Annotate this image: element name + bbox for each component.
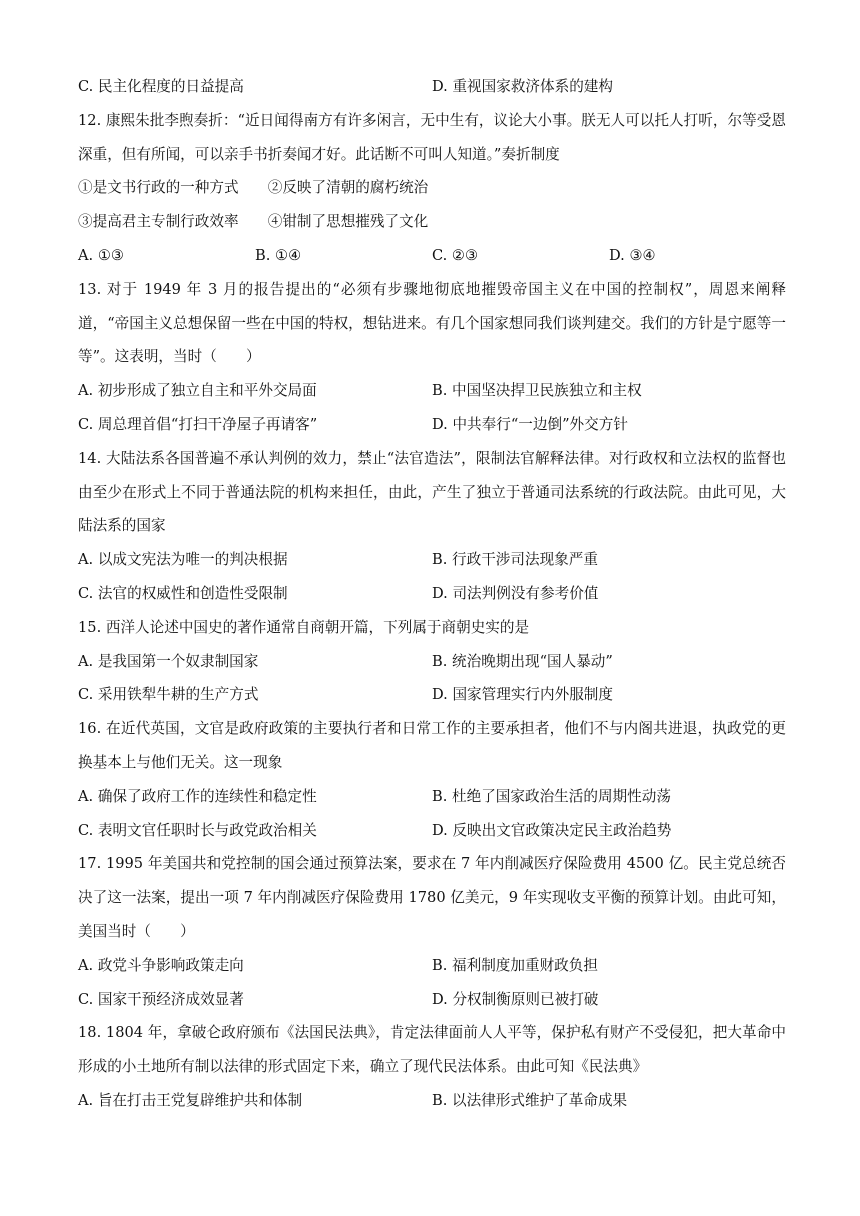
q14-options-cd: [78, 577, 786, 611]
q12-option-d[interactable]: D. ③④: [609, 246, 656, 264]
q15-options-cd: [78, 678, 786, 712]
q15-option-a[interactable]: A. 是我国第一个奴隶制国家: [78, 652, 259, 670]
q17-option-a[interactable]: A. 政党斗争影响政策走向: [78, 956, 244, 974]
q15-option-b[interactable]: B. 统治晚期出现“国人暴动”: [432, 652, 613, 670]
q18-option-a[interactable]: A. 旨在打击王党复辟维护共和体制: [78, 1091, 303, 1109]
q13-options-cd: [78, 408, 786, 442]
q16-stem: 16. 在近代英国，文官是政府政策的主要执行者和日常工作的主要承担者，他们不与内阁共进退，执政党的更换基本上与他们无关。这一现象: [78, 720, 786, 771]
q16-options-ab: [78, 780, 786, 814]
q11-options: [78, 70, 786, 104]
exam-page: [78, 70, 786, 1118]
q11-option-c[interactable]: C. 民主化程度的日益提高: [78, 78, 244, 95]
q14-option-d[interactable]: D. 司法判例没有参考价值: [432, 584, 599, 602]
q13-option-c[interactable]: C. 周总理首倡“打扫干净屋子再请客”: [78, 415, 318, 433]
q15-stem: 15. 西洋人论述中国史的著作通常自商朝开篇，下列属于商朝史实的是: [78, 618, 530, 636]
q16-options-cd: [78, 814, 786, 848]
q13-options-ab: [78, 374, 786, 408]
q12-stem: 12. 康熙朱批李煦奏折：“近日闻得南方有许多闲言，无中生有，议论大小事。朕无人可以托人打听，尔等受恩深重，但有所闻，可以亲手书折奏闻才好。此话断不可叫人知道。”奏折制度: [78, 111, 786, 163]
q17-option-c[interactable]: C. 国家干预经济成效显著: [78, 990, 244, 1008]
q16-option-a[interactable]: A. 确保了政府工作的连续性和稳定性: [78, 787, 317, 805]
q13-stem: 13. 对于 1949 年 3 月的报告提出的“必须有步骤地彻底地摧毁帝国主义在中国的控制权”，周恩来阐释道，“帝国主义总想保留一些在中国的特权，想钻进来。有几个国家想同我们谈判建交。我们的方针是宁愿等一等”。这表明，当时（ ）: [78, 280, 786, 366]
q12-item-2: ③提高君主专制行政效率 ④钳制了思想摧残了文化: [78, 213, 429, 231]
q18-options-ab: [78, 1084, 786, 1118]
q12-option-c[interactable]: C. ②③: [432, 246, 479, 264]
q17-option-d[interactable]: D. 分权制衡原则已被打破: [432, 990, 599, 1008]
q12-option-b[interactable]: B. ①④: [255, 246, 302, 264]
q16-option-c[interactable]: C. 表明文官任职时长与政党政治相关: [78, 821, 317, 839]
q16-option-d[interactable]: D. 反映出文官政策决定民主政治趋势: [432, 821, 672, 839]
q14-option-c[interactable]: C. 法官的权威性和创造性受限制: [78, 584, 288, 602]
q17-stem: 17. 1995 年美国共和党控制的国会通过预算法案，要求在 7 年内削减医疗保险费用 4500 亿。民主党总统否决了这一法案，提出一项 7 年内削减医疗保险费用 1780 亿美元，9 年实现收支平衡的预算计划。由此可知，美国当时（ ）: [78, 855, 786, 940]
q14-option-a[interactable]: A. 以成文宪法为唯一的判决根据: [78, 551, 288, 569]
q15-option-d[interactable]: D. 国家管理实行内外服制度: [432, 686, 613, 704]
q18-stem: 18. 1804 年，拿破仑政府颁布《法国民法典》，肯定法律面前人人平等，保护私有财产不受侵犯，把大革命中形成的小土地所有制以法律的形式固定下来，确立了现代民法体系。由此可知《民法典》: [78, 1024, 786, 1076]
q17-options-cd: [78, 983, 786, 1017]
q13-option-a[interactable]: A. 初步形成了独立自主和平外交局面: [78, 382, 317, 400]
q18-option-b[interactable]: B. 以法律形式维护了革命成果: [432, 1091, 628, 1109]
q12-option-a[interactable]: A. ①③: [78, 246, 124, 264]
q15-options-ab: [78, 645, 786, 679]
q14-option-b[interactable]: B. 行政干涉司法现象严重: [432, 551, 598, 569]
q15-option-c[interactable]: C. 采用铁犁牛耕的生产方式: [78, 686, 259, 704]
q12-options: [78, 239, 786, 273]
q16-option-b[interactable]: B. 杜绝了国家政治生活的周期性动荡: [432, 787, 671, 805]
q13-option-b[interactable]: B. 中国坚决捍卫民族独立和主权: [432, 382, 642, 400]
q14-stem: 14. 大陆法系各国普遍不承认判例的效力，禁止“法官造法”，限制法官解释法律。对行政权和立法权的监督也由至少在形式上不同于普通法院的机构来担任，由此，产生了独立于普通司法系统的行政法院。由此可见，大陆法系的国家: [78, 449, 786, 535]
q17-option-b[interactable]: B. 福利制度加重财政负担: [432, 956, 598, 974]
q14-options-ab: [78, 543, 786, 577]
q12-item-1: ①是文书行政的一种方式 ②反映了清朝的腐朽统治: [78, 179, 429, 197]
q17-options-ab: [78, 949, 786, 983]
q13-option-d[interactable]: D. 中共奉行“一边倒”外交方针: [432, 415, 628, 433]
q11-option-d[interactable]: D. 重视国家救济体系的建构: [432, 78, 613, 95]
